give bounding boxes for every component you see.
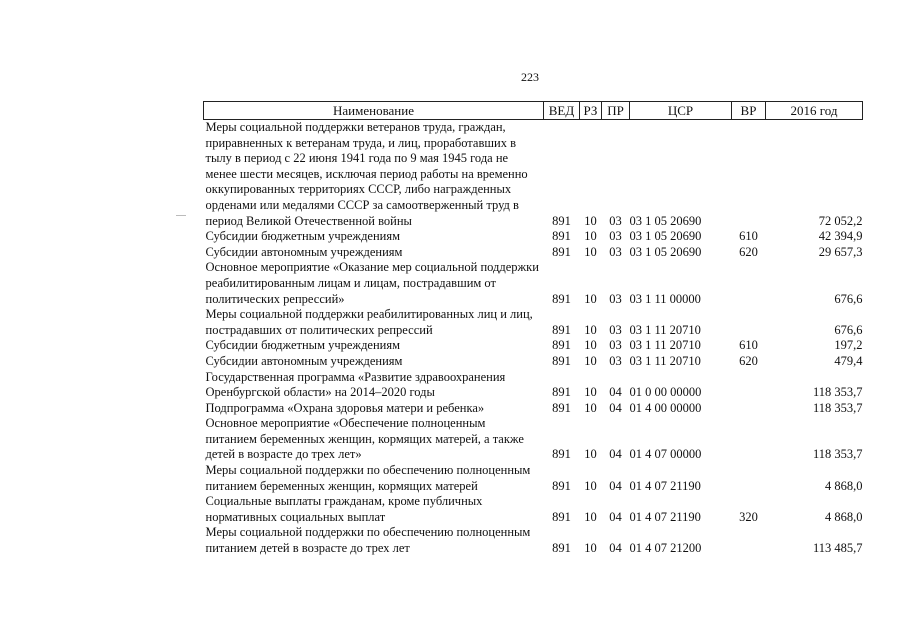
row-pr: 03	[609, 229, 622, 244]
row-pr: 03	[609, 353, 622, 368]
row-csr: 03 1 11 20710	[629, 338, 701, 353]
table-row	[204, 260, 863, 307]
row-rz: 10	[584, 478, 597, 493]
row-name: Субсидии автономным учреждениям	[205, 244, 403, 259]
row-ved: 891	[552, 400, 571, 415]
header-pr: ПР	[602, 102, 630, 120]
table-row	[204, 307, 863, 338]
row-name: Социальные выплаты гражданам, кроме публичных нормативных социальных выплат	[205, 494, 483, 524]
row-pr: 04	[609, 447, 622, 462]
row-ved: 891	[552, 291, 571, 306]
row-pr: 03	[609, 291, 622, 306]
row-ved: 891	[552, 338, 571, 353]
row-ved: 891	[552, 478, 571, 493]
row-csr: 01 4 07 21200	[629, 541, 702, 556]
row-name: Меры социальной поддержки ветеранов труда, граждан, приравненных к ветеранам труда, и лиц, проработавших в тылу в период с 22 июня 1941 года по 9 мая 1945 года не менее шести месяцев, исключая период работы на временно оккупированных территориях СССР, либо награжденных орденами или медалями СССР за самоотверженный труд в период Великой Отечественной войны	[205, 120, 528, 228]
row-rz: 10	[584, 400, 597, 415]
header-name: Наименование	[204, 102, 544, 120]
row-vr	[732, 463, 766, 494]
row-ved: 891	[552, 244, 571, 259]
row-vr	[732, 260, 766, 307]
budget-table	[203, 101, 863, 557]
row-pr: 03	[609, 322, 622, 337]
table-row	[204, 416, 863, 463]
row-pr: 03	[609, 338, 622, 353]
row-amount: 118 353,7	[812, 400, 863, 415]
row-name: Субсидии бюджетным учреждениям	[205, 338, 401, 353]
row-csr: 03 1 05 20690	[629, 244, 702, 259]
row-rz: 10	[584, 291, 597, 306]
row-amount: 479,4	[834, 353, 863, 368]
row-rz: 10	[584, 322, 597, 337]
row-pr: 03	[609, 213, 622, 228]
table-row	[204, 463, 863, 494]
row-csr: 01 0 00 00000	[629, 385, 702, 400]
row-name: Государственная программа «Развитие здравоохранения Оренбургской области» на 2014–2020 годы	[205, 369, 506, 400]
row-amount: 113 485,7	[812, 541, 863, 556]
row-name: Субсидии бюджетным учреждениям	[205, 229, 401, 244]
row-csr: 03 1 05 20690	[629, 229, 702, 244]
table-row	[204, 229, 863, 245]
table-body	[204, 120, 863, 557]
row-csr: 03 1 11 20710	[629, 322, 701, 337]
row-name: Основное мероприятие «Оказание мер социальной поддержки реабилитированным лицам и лицам, пострадавшим от политических репрессий»	[205, 260, 539, 306]
row-rz: 10	[584, 541, 597, 556]
row-vr: 620	[739, 244, 758, 259]
row-csr: 01 4 00 00000	[629, 400, 702, 415]
row-csr: 01 4 07 21190	[629, 509, 701, 524]
row-amount: 118 353,7	[812, 447, 863, 462]
row-amount: 42 394,9	[818, 229, 863, 244]
row-vr	[732, 525, 766, 556]
row-pr: 04	[609, 385, 622, 400]
row-amount: 72 052,2	[818, 213, 863, 228]
table-row	[204, 494, 863, 525]
table-row	[204, 401, 863, 417]
row-pr: 04	[609, 478, 622, 493]
table-row	[204, 525, 863, 556]
row-ved: 891	[552, 322, 571, 337]
row-pr: 03	[609, 244, 622, 259]
row-vr: 620	[739, 353, 758, 368]
row-vr	[732, 120, 766, 230]
table-row	[204, 354, 863, 370]
table-row	[204, 338, 863, 354]
row-ved: 891	[552, 385, 571, 400]
row-csr: 03 1 11 20710	[629, 353, 701, 368]
page-number: 223	[521, 70, 539, 84]
row-vr: 610	[739, 338, 758, 353]
margin-mark	[176, 215, 186, 216]
header-ved: ВЕД	[544, 102, 580, 120]
row-amount: 197,2	[834, 338, 863, 353]
header-year: 2016 год	[766, 102, 863, 120]
row-name: Меры социальной поддержки реабилитированных лиц и лиц, пострадавших от политических репрессий	[205, 307, 533, 337]
table-row	[204, 245, 863, 261]
row-vr	[732, 307, 766, 338]
row-vr	[732, 416, 766, 463]
row-name: Меры социальной поддержки по обеспечению полноценным питанием детей в возрасте до трех лет	[205, 525, 531, 556]
row-pr: 04	[609, 509, 622, 524]
row-ved: 891	[552, 353, 571, 368]
row-csr: 03 1 11 00000	[629, 291, 701, 306]
row-rz: 10	[584, 385, 597, 400]
row-ved: 891	[552, 213, 571, 228]
row-csr: 01 4 07 00000	[629, 447, 702, 462]
row-rz: 10	[584, 229, 597, 244]
row-ved: 891	[552, 447, 571, 462]
row-name: Меры социальной поддержки по обеспечению полноценным питанием беременных женщин, кормящих матерей	[205, 463, 531, 493]
row-amount: 29 657,3	[818, 244, 863, 259]
row-pr: 04	[609, 541, 622, 556]
header-rz: РЗ	[580, 102, 602, 120]
row-ved: 891	[552, 541, 571, 556]
row-rz: 10	[584, 213, 597, 228]
header-csr: ЦСР	[630, 102, 732, 120]
row-vr: 320	[739, 509, 758, 524]
row-name: Субсидии автономным учреждениям	[205, 353, 403, 368]
row-ved: 891	[552, 509, 571, 524]
row-amount: 4 868,0	[825, 509, 863, 524]
row-amount: 4 868,0	[825, 478, 863, 493]
row-ved: 891	[552, 229, 571, 244]
row-rz: 10	[584, 447, 597, 462]
table-header-row	[204, 102, 863, 120]
row-amount: 676,6	[834, 291, 863, 306]
row-vr: 610	[739, 229, 758, 244]
row-csr: 01 4 07 21190	[629, 478, 701, 493]
row-rz: 10	[584, 353, 597, 368]
table-row	[204, 370, 863, 401]
row-pr: 04	[609, 400, 622, 415]
row-rz: 10	[584, 509, 597, 524]
row-vr	[732, 401, 766, 417]
row-rz: 10	[584, 338, 597, 353]
header-vr: ВР	[732, 102, 766, 120]
row-vr	[732, 370, 766, 401]
row-amount: 676,6	[834, 322, 863, 337]
table-row	[204, 120, 863, 230]
row-amount: 118 353,7	[812, 385, 863, 400]
row-csr: 03 1 05 20690	[629, 213, 702, 228]
row-rz: 10	[584, 244, 597, 259]
row-name: Подпрограмма «Охрана здоровья матери и ребенка»	[205, 400, 485, 415]
row-name: Основное мероприятие «Обеспечение полноценным питанием беременных женщин, кормящих матерей, а также детей в возрасте до трех лет»	[205, 416, 524, 462]
